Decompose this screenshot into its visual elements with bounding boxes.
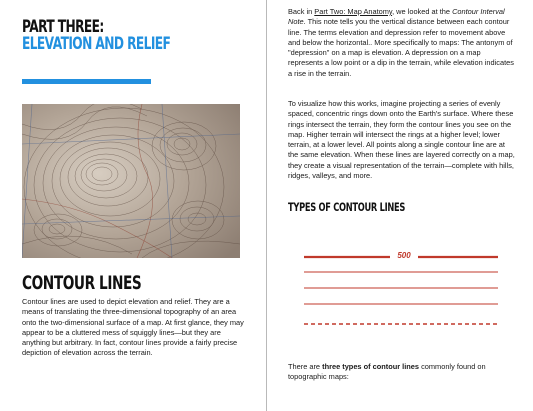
contour-interval-note-term: Contour Interval Note: [288, 7, 505, 27]
contour-types-diagram: [304, 248, 498, 334]
right-page: [268, 0, 533, 411]
part-title: ELEVATION AND RELIEF: [22, 34, 171, 53]
contour-lines-paragraph: Contour lines are used to depict elevation and relief. They are a means of translating the three-dimensional topography of an area onto the two-dimensional surface of a map. At first glance, they may appear to be a cluttered mess of squiggly lines—but they are anything but arbitrary. In fact, contour lines provide a fairly precise depiction of elevation across the terrain.: [22, 297, 244, 358]
visualize-paragraph: To visualize how this works, imagine projecting a series of evenly spaced, concentric rings down onto the Earth's surface. Where these rings intersect the terrain, they form the contour lines you see on the map. Higher terrain will intersect the rings at a higher level; lower terrain, at a lower level. All points along a single contour line are at the same elevation. When these lines are layered correctly on a map, they create a visual representation of the terrain—complete with hills, ridges, valleys, and more.: [288, 99, 515, 181]
map-anatomy-link[interactable]: Part Two: Map Anatomy: [314, 7, 393, 16]
p3-bold-phrase: three types of contour lines: [322, 362, 420, 371]
p3-text-end: commonly found on topographic maps:: [288, 362, 486, 382]
types-intro-paragraph: [288, 362, 516, 383]
p3-text-start: There are: [288, 362, 323, 371]
p1-text-end: . This note tells you the vertical distance between each contour line. The terms elevation and depression refer to movement above and below the horizontal.. More specifically to maps: The antonym of "depression" on a map is elevation. A depression on a map represents a low point or a dip in the terrain, while elevation indicates a rise in the terrain.: [288, 17, 514, 78]
elevation-label: 500: [390, 251, 418, 261]
p1-text-start: Back in: [288, 7, 315, 16]
left-page: [0, 0, 265, 411]
part-label: PART THREE:: [22, 17, 104, 36]
page-spine: [266, 0, 267, 411]
section-heading: CONTOUR LINES: [22, 272, 142, 294]
accent-bar: [22, 79, 151, 84]
types-subheading: TYPES OF CONTOUR LINES: [288, 200, 406, 214]
contour-interval-paragraph: [288, 7, 516, 79]
topographic-map-graphic: [22, 104, 240, 258]
p1-text-middle: , we looked at the: [392, 7, 453, 16]
topographic-map-photo: [22, 104, 240, 258]
